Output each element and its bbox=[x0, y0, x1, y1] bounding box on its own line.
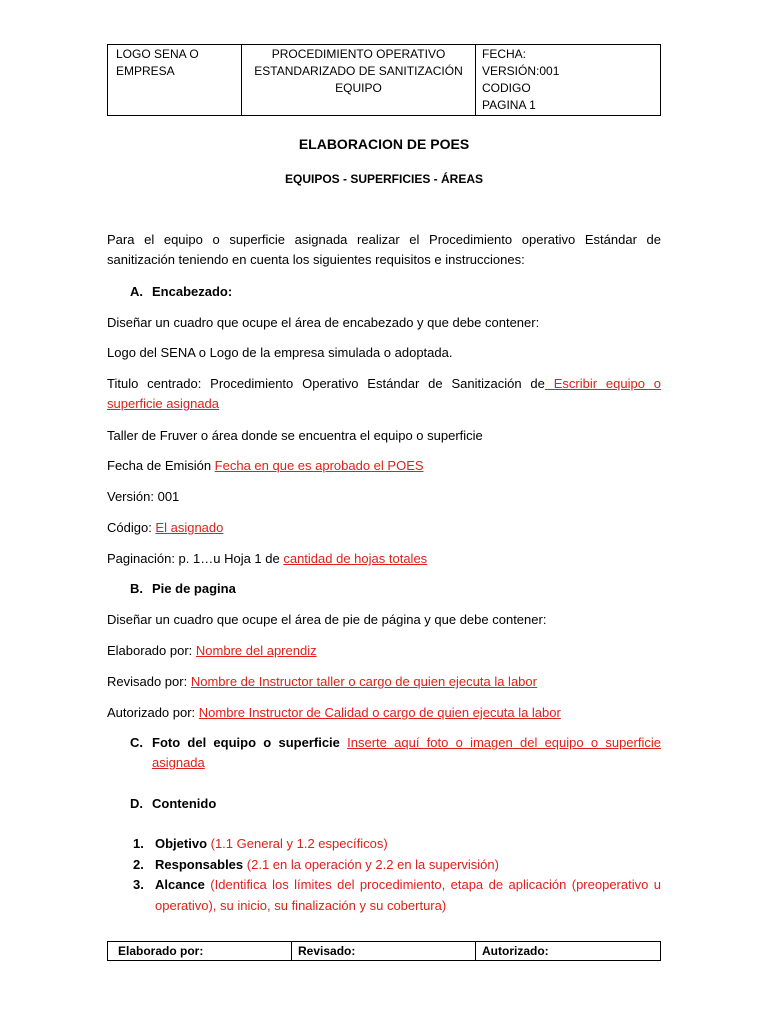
version-requirement: Versión: 001 bbox=[107, 489, 180, 504]
header-pagina: PAGINA 1 bbox=[482, 98, 536, 112]
list-item-number: 1. bbox=[133, 836, 144, 851]
elaborado-fill: Nombre del aprendiz bbox=[195, 643, 317, 658]
list-item-label: Objetivo bbox=[155, 836, 208, 851]
content-list bbox=[133, 834, 661, 916]
header-fecha: FECHA: bbox=[482, 47, 527, 61]
section-c-title: Foto del equipo o superficie bbox=[152, 735, 340, 750]
footer-elaborado-cell: Elaborado por: bbox=[108, 942, 292, 961]
section-b-title: Pie de pagina bbox=[152, 581, 236, 596]
codigo-label: Código: bbox=[107, 520, 156, 535]
intro-paragraph: Para el equipo o superficie asignada realizar el Procedimiento operativo Estándar de sanitización teniendo en cuenta los siguientes requisitos e instrucciones: bbox=[107, 232, 661, 267]
paginacion-fill: cantidad de hojas totales bbox=[283, 551, 428, 566]
footer-table bbox=[107, 941, 661, 961]
paginacion-label: Paginación: p. 1…u Hoja 1 de bbox=[107, 551, 284, 566]
section-c bbox=[130, 733, 661, 773]
header-logo-line: EMPRESA bbox=[116, 64, 175, 78]
section-a-letter: A. bbox=[130, 284, 143, 299]
fecha-label: Fecha de Emisión bbox=[107, 458, 215, 473]
section-b-description: Diseñar un cuadro que ocupe el área de pie de página y que debe contener: bbox=[107, 612, 547, 627]
list-item bbox=[133, 855, 661, 876]
paginacion-requirement bbox=[107, 549, 661, 569]
header-logo-line: LOGO SENA O bbox=[116, 47, 199, 61]
autorizado-fill: Nombre Instructor de Calidad o cargo de quien ejecuta la labor bbox=[198, 705, 561, 720]
page-subtitle: EQUIPOS - SUPERFICIES - ÁREAS bbox=[284, 172, 484, 186]
footer-autorizado-cell: Autorizado: bbox=[476, 942, 661, 961]
list-item-label: Responsables bbox=[155, 856, 244, 872]
title-requirement-fill: Escribir equipo o superficie asignada bbox=[107, 376, 661, 411]
header-meta-cell bbox=[476, 45, 661, 116]
list-item-detail: (Identifica los límites del procedimiento, etapa de aplicación (preoperativo u operativo), su inicio, su finalización y su cobertura) bbox=[155, 877, 661, 913]
elaborado-requirement bbox=[107, 641, 661, 661]
header-procedure-cell bbox=[242, 45, 476, 116]
section-d-heading bbox=[130, 794, 661, 814]
section-c-fill: Inserte aquí foto o imagen del equipo o superficie asignada bbox=[152, 735, 661, 770]
footer-revisado-cell: Revisado: bbox=[292, 942, 476, 961]
section-a-title: Encabezado: bbox=[152, 284, 233, 299]
section-d-title: Contenido bbox=[152, 796, 217, 811]
header-procedure-line: PROCEDIMIENTO OPERATIVO bbox=[271, 47, 446, 61]
revisado-fill: Nombre de Instructor taller o cargo de quien ejecuta la labor bbox=[190, 674, 537, 689]
section-a-heading bbox=[130, 282, 661, 302]
logo-requirement: Logo del SENA o Logo de la empresa simulada o adoptada. bbox=[107, 345, 453, 360]
list-item bbox=[133, 875, 661, 916]
title-requirement-text: Titulo centrado: Procedimiento Operativo Estándar de Sanitización de bbox=[107, 376, 545, 391]
header-table bbox=[107, 44, 661, 116]
header-codigo: CODIGO bbox=[482, 81, 531, 95]
page-title: ELABORACION DE POES bbox=[298, 136, 470, 152]
header-logo-cell bbox=[108, 45, 242, 116]
section-b-heading bbox=[130, 579, 661, 599]
section-d-letter: D. bbox=[130, 796, 143, 811]
fecha-fill: Fecha en que es aprobado el POES bbox=[214, 458, 424, 473]
section-c-letter: C. bbox=[130, 735, 143, 750]
fecha-requirement bbox=[107, 456, 661, 476]
autorizado-requirement bbox=[107, 703, 661, 723]
codigo-requirement bbox=[107, 518, 661, 538]
list-item-detail: (1.1 General y 1.2 específicos) bbox=[207, 836, 388, 851]
list-item-number: 3. bbox=[133, 877, 144, 892]
title-requirement bbox=[107, 374, 661, 414]
section-a-description: Diseñar un cuadro que ocupe el área de encabezado y que debe contener: bbox=[107, 315, 540, 330]
header-procedure-line: EQUIPO bbox=[335, 81, 382, 95]
header-version: VERSIÓN:001 bbox=[482, 64, 560, 78]
list-item-number: 2. bbox=[133, 856, 144, 872]
revisado-requirement bbox=[107, 672, 661, 692]
revisado-label: Revisado por: bbox=[107, 674, 191, 689]
section-b-letter: B. bbox=[130, 581, 143, 596]
list-item-label: Alcance bbox=[155, 877, 205, 892]
autorizado-label: Autorizado por: bbox=[107, 705, 199, 720]
codigo-fill: El asignado bbox=[155, 520, 224, 535]
header-procedure-line: ESTANDARIZADO DE SANITIZACIÓN bbox=[254, 64, 463, 78]
list-item bbox=[133, 834, 661, 855]
taller-requirement: Taller de Fruver o área donde se encuentra el equipo o superficie bbox=[107, 428, 483, 443]
elaborado-label: Elaborado por: bbox=[107, 643, 196, 658]
list-item-detail: (2.1 en la operación y 2.2 en la supervisión) bbox=[243, 856, 499, 872]
